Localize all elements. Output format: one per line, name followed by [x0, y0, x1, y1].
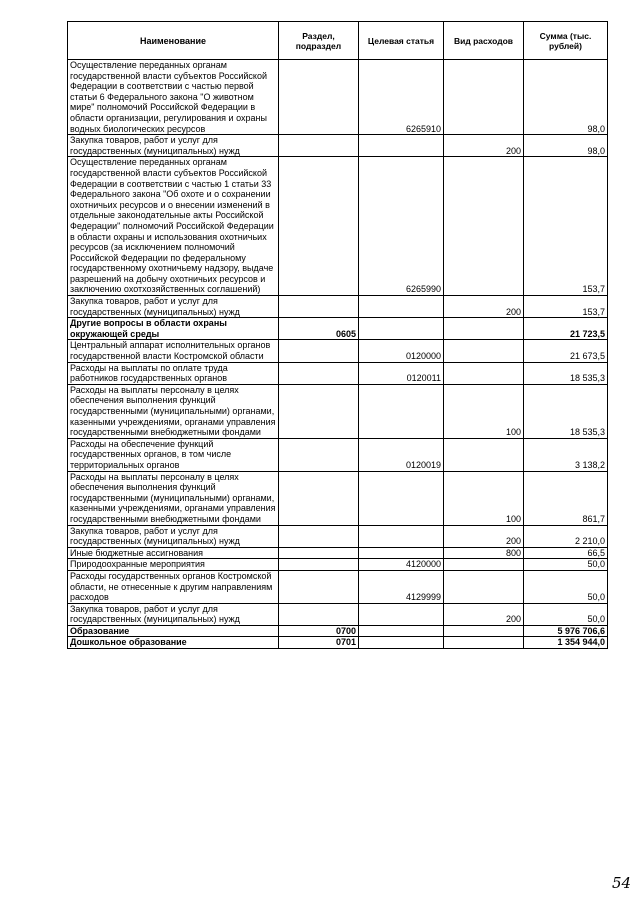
budget-table — [67, 21, 608, 649]
cell-name: Дошкольное образование — [68, 637, 279, 649]
cell-section — [279, 559, 359, 571]
cell-article — [359, 135, 444, 157]
cell-type: 800 — [444, 547, 524, 559]
header-row — [68, 22, 608, 60]
table-row — [68, 340, 608, 362]
cell-name: Природоохранные мероприятия — [68, 559, 279, 571]
table-row — [68, 547, 608, 559]
table-body — [68, 60, 608, 649]
cell-amount: 50,0 — [524, 603, 608, 625]
cell-section — [279, 603, 359, 625]
cell-amount: 21 723,5 — [524, 318, 608, 340]
cell-article — [359, 603, 444, 625]
header-name: Наименование — [68, 22, 279, 60]
cell-name: Расходы на выплаты персоналу в целях обеспечения выполнения функций государственными (муниципальными) органами, казенными учреждениями, органами управления государственными внебюджетными фондами — [68, 471, 279, 525]
cell-section — [279, 438, 359, 471]
cell-article: 4120000 — [359, 559, 444, 571]
cell-name: Закупка товаров, работ и услуг для государственных (муниципальных) нужд — [68, 525, 279, 547]
cell-type: 100 — [444, 471, 524, 525]
cell-type: 200 — [444, 135, 524, 157]
table-row — [68, 157, 608, 296]
cell-type — [444, 438, 524, 471]
cell-article: 0120011 — [359, 362, 444, 384]
cell-name: Расходы на выплаты по оплате труда работников государственных органов — [68, 362, 279, 384]
cell-amount: 2 210,0 — [524, 525, 608, 547]
cell-article — [359, 547, 444, 559]
cell-section: 0605 — [279, 318, 359, 340]
cell-section: 0700 — [279, 625, 359, 637]
cell-article: 0120019 — [359, 438, 444, 471]
cell-type: 200 — [444, 603, 524, 625]
cell-article — [359, 637, 444, 649]
cell-name: Закупка товаров, работ и услуг для государственных (муниципальных) нужд — [68, 296, 279, 318]
cell-type — [444, 60, 524, 135]
cell-section — [279, 547, 359, 559]
table-row — [68, 296, 608, 318]
cell-article: 0120000 — [359, 340, 444, 362]
cell-section — [279, 384, 359, 438]
cell-name: Иные бюджетные ассигнования — [68, 547, 279, 559]
table-row — [68, 471, 608, 525]
cell-name: Расходы государственных органов Костромской области, не отнесенные к другим направлениям расходов — [68, 570, 279, 603]
cell-name: Расходы на обеспечение функций государственных органов, в том числе территориальных органов — [68, 438, 279, 471]
cell-name: Расходы на выплаты персоналу в целях обеспечения выполнения функций государственными (муниципальными) органами, казенными учреждениями, органами управления государственными внебюджетными фондами — [68, 384, 279, 438]
table-row — [68, 559, 608, 571]
cell-article: 4129999 — [359, 570, 444, 603]
cell-article — [359, 471, 444, 525]
cell-name: Образование — [68, 625, 279, 637]
header-article: Целевая статья — [359, 22, 444, 60]
cell-section — [279, 362, 359, 384]
cell-article: 6265990 — [359, 157, 444, 296]
table-row — [68, 637, 608, 649]
cell-section: 0701 — [279, 637, 359, 649]
cell-amount: 153,7 — [524, 157, 608, 296]
cell-section — [279, 157, 359, 296]
table-row — [68, 603, 608, 625]
cell-amount: 98,0 — [524, 135, 608, 157]
cell-article — [359, 318, 444, 340]
cell-type: 200 — [444, 525, 524, 547]
cell-type: 200 — [444, 296, 524, 318]
cell-amount: 21 673,5 — [524, 340, 608, 362]
header-amount: Сумма (тыс. рублей) — [524, 22, 608, 60]
cell-amount: 153,7 — [524, 296, 608, 318]
cell-article — [359, 525, 444, 547]
cell-section — [279, 471, 359, 525]
cell-type — [444, 362, 524, 384]
cell-type — [444, 570, 524, 603]
table-row — [68, 625, 608, 637]
table-row — [68, 135, 608, 157]
cell-name: Осуществление переданных органам государственной власти субъектов Российской Федерации в соответствии с частью первой статьи 6 Федерального закона "О животном мире" полномочий Российской Федерации в области организации, регулирования и охраны водных биологических ресурсов — [68, 60, 279, 135]
table-row — [68, 384, 608, 438]
cell-amount: 18 535,3 — [524, 362, 608, 384]
header-type: Вид расходов — [444, 22, 524, 60]
cell-type — [444, 318, 524, 340]
cell-article — [359, 296, 444, 318]
cell-article: 6265910 — [359, 60, 444, 135]
cell-type — [444, 559, 524, 571]
table-row — [68, 570, 608, 603]
table-row — [68, 362, 608, 384]
cell-article — [359, 384, 444, 438]
cell-name: Закупка товаров, работ и услуг для государственных (муниципальных) нужд — [68, 135, 279, 157]
cell-section — [279, 296, 359, 318]
cell-amount: 3 138,2 — [524, 438, 608, 471]
cell-amount: 66,5 — [524, 547, 608, 559]
header-section: Раздел, подраздел — [279, 22, 359, 60]
cell-section — [279, 340, 359, 362]
page-number: 54 — [612, 874, 632, 892]
table-row — [68, 318, 608, 340]
cell-type: 100 — [444, 384, 524, 438]
cell-type — [444, 637, 524, 649]
cell-amount: 98,0 — [524, 60, 608, 135]
cell-name: Закупка товаров, работ и услуг для государственных (муниципальных) нужд — [68, 603, 279, 625]
cell-type — [444, 625, 524, 637]
cell-type — [444, 340, 524, 362]
cell-name: Другие вопросы в области охраны окружающей среды — [68, 318, 279, 340]
table-row — [68, 525, 608, 547]
cell-amount: 861,7 — [524, 471, 608, 525]
cell-amount: 50,0 — [524, 559, 608, 571]
cell-article — [359, 625, 444, 637]
cell-section — [279, 525, 359, 547]
cell-name: Осуществление переданных органам государственной власти субъектов Российской Федерации в соответствии с частью 1 статьи 33 Федерального закона "Об охоте и о сохранении охотничьих ресурсов и о внесении изменений в отдельные законодательные акты Российской Федерации" полномочий Российской Федерации в области охраны и использования охотничьих ресурсов (за исключением полномочий Российской Федерации по федеральному государственному охотничьему надзору, выдаче разрешений на добычу охотничьих ресурсов и заключению охотхозяйственных соглашений) — [68, 157, 279, 296]
cell-section — [279, 135, 359, 157]
cell-amount: 50,0 — [524, 570, 608, 603]
table-row — [68, 438, 608, 471]
cell-amount: 5 976 706,6 — [524, 625, 608, 637]
cell-name: Центральный аппарат исполнительных органов государственной власти Костромской области — [68, 340, 279, 362]
cell-amount: 1 354 944,0 — [524, 637, 608, 649]
cell-type — [444, 157, 524, 296]
cell-section — [279, 60, 359, 135]
cell-section — [279, 570, 359, 603]
cell-amount: 18 535,3 — [524, 384, 608, 438]
table-row — [68, 60, 608, 135]
